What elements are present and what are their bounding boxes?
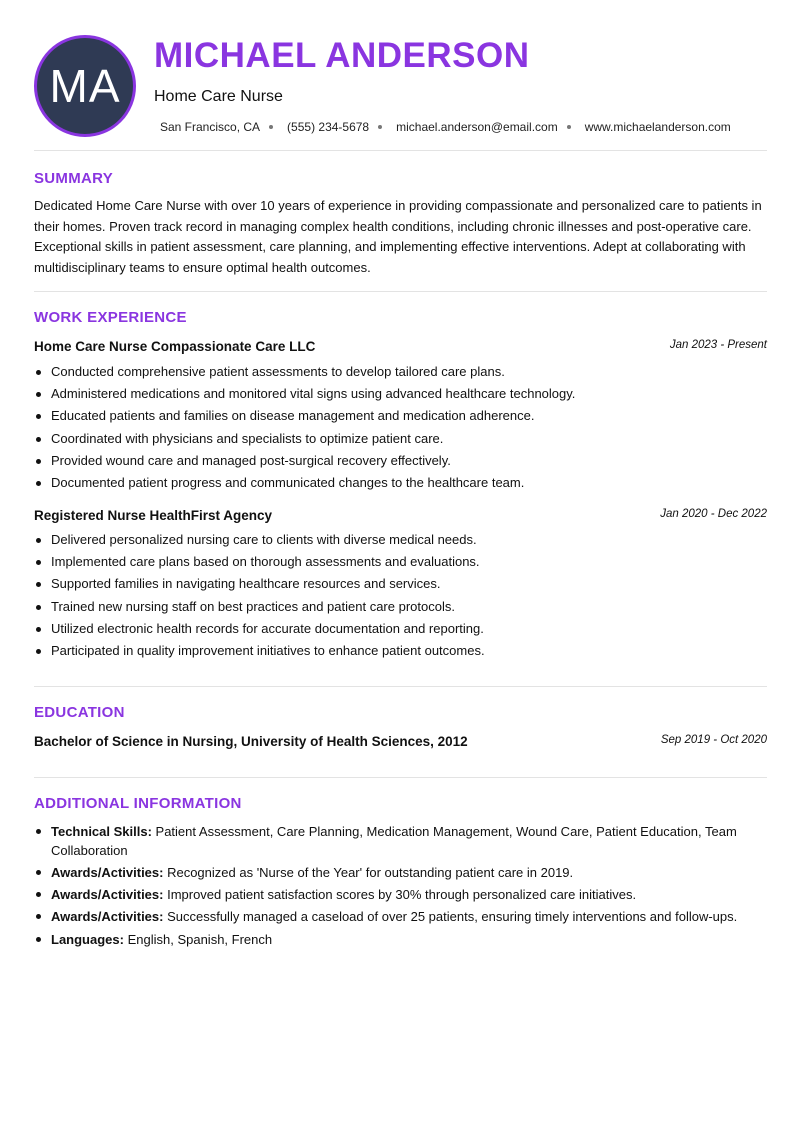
education-heading: EDUCATION [34,704,125,721]
education-entry [34,733,767,751]
separator-dot [269,125,273,129]
item-text: Recognized as 'Nurse of the Year' for outstanding patient care in 2019. [163,865,574,880]
additional-info-list [34,822,767,952]
list-item: Supported families in navigating healthcare resources and services. [34,575,767,597]
item-label: Technical Skills: [51,824,152,839]
education-dates: Sep 2019 - Oct 2020 [660,734,767,746]
contact-website[interactable]: www.michaelanderson.com [584,120,731,134]
job-role: Registered Nurse HealthFirst Agency [34,508,273,523]
list-item [34,907,767,926]
work-experience-heading: WORK EXPERIENCE [34,309,187,326]
additional-info-heading: ADDITIONAL INFORMATION [34,795,242,812]
list-item [34,885,767,904]
job-dates: Jan 2023 - Present [669,339,767,351]
list-item: Trained new nursing staff on best practices and patient care protocols. [34,598,767,620]
list-item [34,930,767,949]
item-text: English, Spanish, French [123,932,273,947]
job-bullet-list [34,363,767,496]
list-item: Administered medications and monitored vital signs using advanced healthcare technology. [34,385,767,407]
list-item: Implemented care plans based on thorough assessments and evaluations. [34,553,767,575]
job-dates: Jan 2020 - Dec 2022 [660,508,767,520]
list-item: Educated patients and families on disease management and medication adherence. [34,407,767,429]
item-label: Awards/Activities: [51,865,164,880]
avatar-initials: MA [49,60,121,112]
list-item: Participated in quality improvement initiatives to enhance patient outcomes. [34,642,767,664]
degree: Bachelor of Science in Nursing, University of Health Sciences, 2012 [34,734,468,749]
divider [34,291,767,292]
divider [34,150,767,151]
list-item [34,822,767,860]
list-item: Delivered personalized nursing care to clients with diverse medical needs. [34,531,767,553]
avatar [34,35,136,137]
contact-line [160,120,731,134]
item-text: Improved patient satisfaction scores by 30% through personalized care initiatives. [163,887,637,902]
divider [34,777,767,778]
list-item [34,863,767,882]
candidate-name: MICHAEL ANDERSON [154,36,530,75]
item-text: Patient Assessment, Care Planning, Medication Management, Wound Care, Patient Education, Team Collaboration [51,824,737,858]
job-role: Home Care Nurse Compassionate Care LLC [34,339,316,354]
contact-location: San Francisco, CA [160,120,261,134]
item-label: Languages: [51,932,124,947]
summary-text: Dedicated Home Care Nurse with over 10 years of experience in providing compassionate and personalized care to patients in their homes. Proven track record in managing complex health conditions, including chronic illnesses and post-operative care. Exceptional skills in patient assessment, care planning, and implementing effective interventions. Adept at collaborating with multidisciplinary teams to ensure optimal health outcomes. [34,198,762,275]
item-label: Awards/Activities: [51,909,164,924]
list-item: Documented patient progress and communicated changes to the healthcare team. [34,474,767,496]
list-item: Provided wound care and managed post-surgical recovery effectively. [34,452,767,474]
list-item: Utilized electronic health records for accurate documentation and reporting. [34,620,767,642]
candidate-title: Home Care Nurse [154,88,283,105]
contact-email[interactable]: michael.anderson@email.com [396,120,558,134]
job-bullet-list [34,531,767,664]
separator-dot [378,125,382,129]
item-label: Awards/Activities: [51,887,164,902]
contact-phone: (555) 234-5678 [287,120,370,134]
summary-heading: SUMMARY [34,170,114,187]
list-item: Conducted comprehensive patient assessments to develop tailored care plans. [34,363,767,385]
job-header [34,338,767,356]
job-header [34,507,767,525]
divider [34,686,767,687]
separator-dot [567,125,571,129]
item-text: Successfully managed a caseload of over 25 patients, ensuring timely interventions and follow-ups. [163,909,738,924]
list-item: Coordinated with physicians and specialists to optimize patient care. [34,430,767,452]
